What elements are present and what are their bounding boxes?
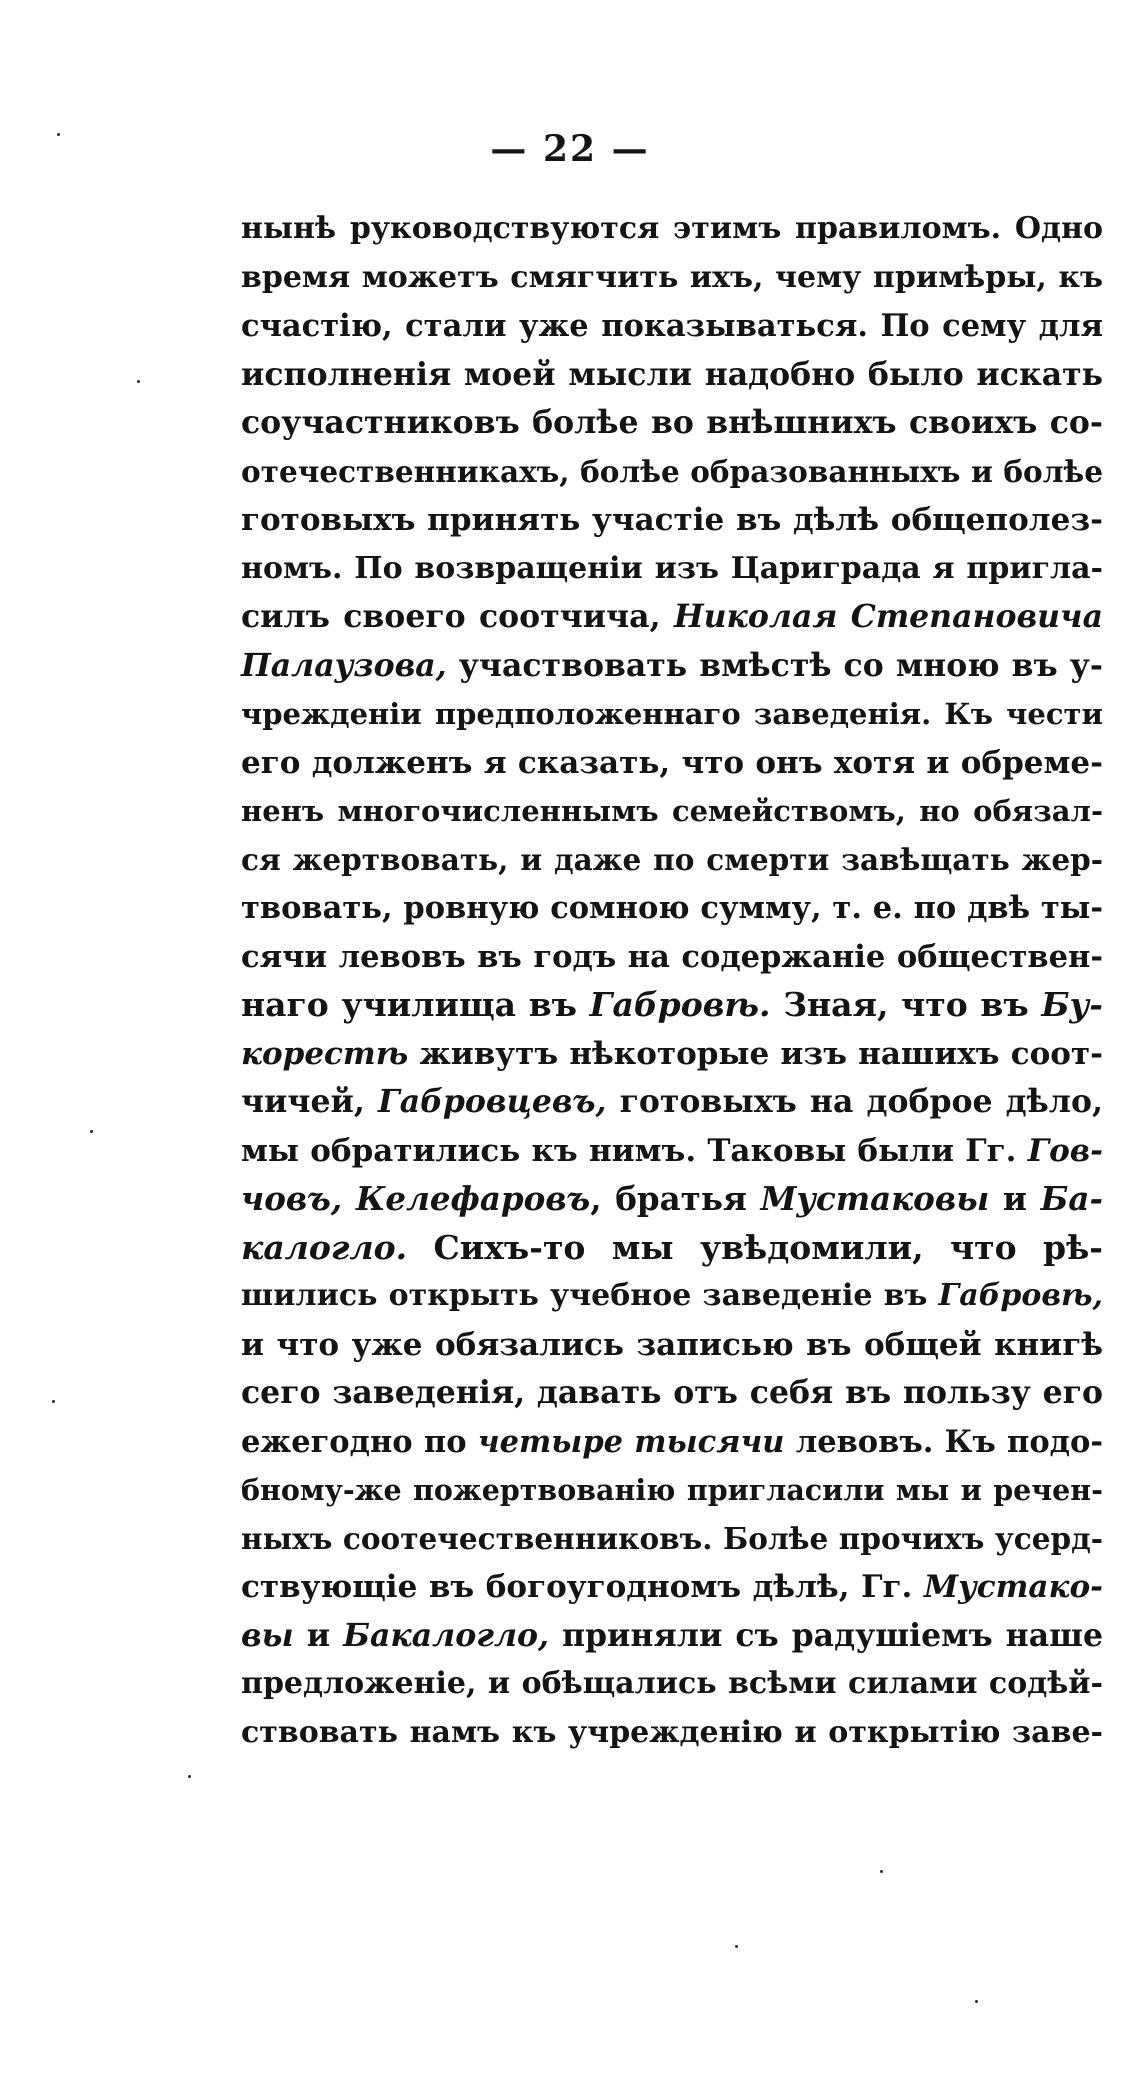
text-segment: чрежденіи предположеннаго заведенія. Къ чести	[241, 697, 1103, 731]
text-line	[241, 1127, 1103, 1176]
text-line	[241, 1418, 1103, 1467]
text-segment: ежегодно по	[241, 1423, 478, 1460]
text-segment: соучастниковъ болѣе во внѣшнихъ своихъ со-	[241, 404, 1103, 441]
text-segment: ствовать намъ къ учрежденію и открытію заве-	[241, 1714, 1103, 1750]
scan-speck	[90, 1130, 93, 1133]
italic-segment: Габровѣ,	[938, 1278, 1103, 1313]
text-segment: Сихъ-то мы увѣдомили, что рѣ-	[407, 1227, 1103, 1267]
text-line	[241, 1175, 1103, 1224]
text-line	[241, 836, 1103, 885]
text-segment: Зная, что въ	[770, 985, 1042, 1024]
text-segment: ныхъ соотечественниковъ. Болѣе прочихъ усерд-	[241, 1520, 1103, 1556]
text-line	[241, 1515, 1103, 1564]
text-segment: и что уже обязались записью въ общей книгѣ	[241, 1326, 1103, 1363]
scan-speck	[188, 1775, 191, 1778]
text-segment: предложеніе, и обѣщались всѣми силами содѣй-	[241, 1666, 1103, 1701]
text-segment: и	[989, 1179, 1041, 1218]
text-segment: наго училища въ	[241, 985, 590, 1024]
text-segment: ненъ многочисленнымъ семействомъ, но обязал-	[241, 794, 1103, 828]
text-line	[241, 981, 1103, 1030]
text-line	[241, 884, 1103, 933]
text-line	[241, 1030, 1103, 1079]
italic-segment: Габровцевъ,	[377, 1083, 607, 1120]
scan-speck	[137, 380, 140, 383]
italic-segment: Ба-	[1040, 1179, 1103, 1218]
text-line	[241, 739, 1103, 788]
text-segment: живутъ нѣкоторые изъ нашихъ соот-	[408, 1035, 1103, 1072]
text-line	[241, 593, 1103, 642]
italic-segment: Мустако-	[923, 1569, 1103, 1605]
text-line	[241, 1466, 1103, 1515]
text-line	[241, 1612, 1103, 1661]
text-segment: твовать, ровную сомною сумму, т. е. по двѣ ты-	[241, 890, 1103, 926]
text-segment: номъ. По возвращеніи изъ Цариграда я пригла-	[241, 550, 1103, 586]
text-segment: шились открыть учебное заведеніе въ	[241, 1278, 939, 1313]
italic-segment: Мустаковы	[760, 1179, 990, 1218]
text-segment: отечественникахъ, болѣе образованныхъ и болѣе	[241, 453, 1103, 489]
italic-segment: Николая Степановича	[673, 598, 1103, 635]
text-segment: счастію, стали уже показываться. По сему для	[241, 308, 1103, 344]
scan-speck	[52, 1400, 55, 1403]
text-segment: нынѣ руководствуются этимъ правиломъ. Одно	[241, 211, 1103, 246]
scan-speck	[57, 133, 60, 136]
text-segment: исполненія моей мысли надобно было искать	[241, 355, 1103, 393]
text-segment: сего заведенія, давать отъ себя въ пользу его	[241, 1374, 1103, 1411]
text-line	[241, 1272, 1103, 1321]
text-line	[241, 448, 1103, 497]
italic-segment: Палаузова,	[241, 646, 447, 684]
text-line	[241, 933, 1103, 982]
text-segment: чичей,	[241, 1083, 378, 1120]
italic-segment: Бу-	[1041, 985, 1103, 1024]
text-line	[241, 1078, 1103, 1127]
italic-segment: човъ, Келефаровъ	[241, 1179, 591, 1218]
text-line	[241, 642, 1103, 691]
italic-segment: калогло.	[241, 1227, 408, 1267]
text-segment: , братья	[590, 1179, 761, 1218]
text-segment: ся жертвовать, и даже по смерти завѣщать жер-	[241, 841, 1103, 877]
text-segment: сячи левовъ въ годъ на содержаніе обществен-	[241, 938, 1103, 975]
text-segment: время можетъ смягчить ихъ, чему примѣры, къ	[241, 259, 1103, 295]
text-line	[241, 1709, 1103, 1758]
text-segment: готовыхъ на доброе дѣло,	[606, 1083, 1103, 1120]
text-segment: и	[293, 1616, 344, 1654]
scan-speck	[975, 2000, 978, 2003]
scan-speck	[735, 1945, 738, 1948]
text-segment: его долженъ я сказать, что онъ хотя и обреме-	[241, 744, 1103, 781]
text-line	[241, 205, 1103, 254]
text-segment: силъ своего соотчича,	[241, 598, 674, 635]
text-line	[241, 1224, 1103, 1273]
text-line	[241, 302, 1103, 351]
text-line	[241, 1321, 1103, 1370]
text-line	[241, 254, 1103, 303]
text-line	[241, 496, 1103, 545]
text-line	[241, 787, 1103, 836]
text-segment: приняли съ радушіемъ наше	[548, 1616, 1103, 1654]
text-line	[241, 545, 1103, 594]
italic-segment: четыре тысячи	[477, 1423, 785, 1460]
scan-speck	[880, 1870, 883, 1873]
italic-segment: Габровѣ.	[589, 985, 771, 1024]
body-text	[241, 205, 1103, 1757]
text-segment: бному-же пожертвованію пригласили мы и речен-	[241, 1473, 1103, 1507]
italic-segment: Бакалогло,	[343, 1616, 549, 1654]
text-line	[241, 690, 1103, 739]
text-segment: участвовать вмѣстѣ со мною въ у-	[446, 646, 1103, 684]
page-number: — 22 —	[490, 128, 650, 170]
text-line	[241, 1369, 1103, 1418]
text-line	[241, 1563, 1103, 1612]
italic-segment: Гов-	[1027, 1132, 1103, 1169]
text-segment: ствующіе въ богоугодномъ дѣлѣ, Гг.	[241, 1569, 924, 1605]
text-segment: готовыхъ принять участіе въ дѣлѣ общеполез-	[241, 502, 1103, 538]
text-segment: мы обратились къ нимъ. Таковы были Гг.	[241, 1132, 1028, 1169]
text-line	[241, 399, 1103, 448]
text-line	[241, 1660, 1103, 1709]
italic-segment: вы	[241, 1616, 294, 1654]
italic-segment: корестѣ	[241, 1035, 409, 1072]
text-line	[241, 351, 1103, 400]
text-segment: левовъ. Къ подо-	[784, 1423, 1103, 1460]
